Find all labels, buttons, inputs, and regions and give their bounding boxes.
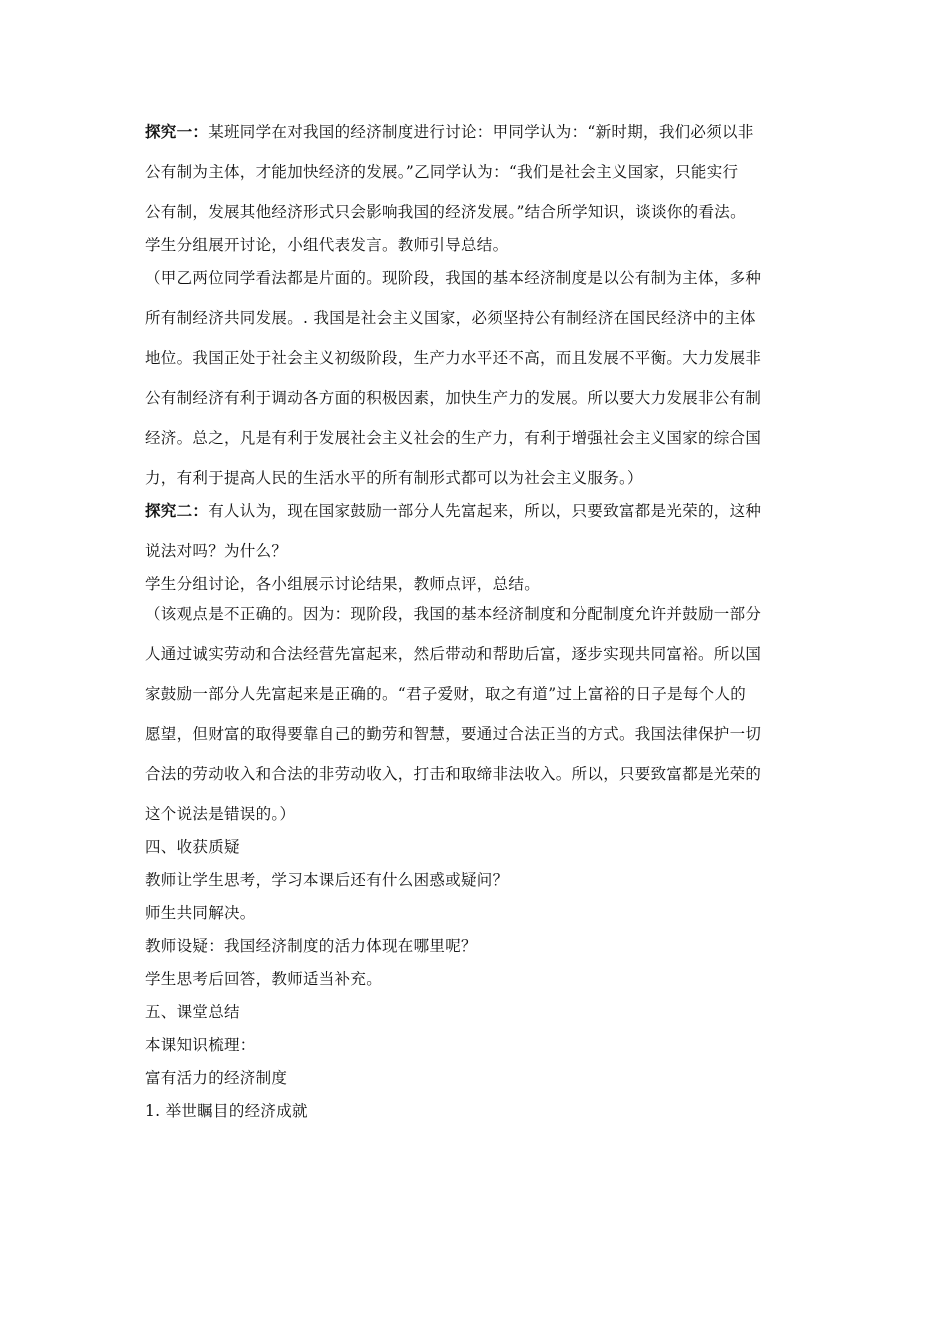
- section5-line: 本课知识梳理：: [145, 1036, 256, 1054]
- explore1-answer-line: 力，有利于提高人民的生活水平的所有制形式都可以为社会主义服务。）: [145, 469, 643, 487]
- explore2-activity: 学生分组讨论，各小组展示讨论结果，教师点评，总结。: [145, 575, 541, 593]
- document-body: [145, 122, 810, 1134]
- explore1-answer-line: 所有制经济共同发展。. 我国是社会主义国家，必须坚持公有制经济在国民经济中的主体: [145, 309, 756, 327]
- explore1-answer-line: 公有制经济有利于调动各方面的积极因素，加快生产力的发展。所以要大力发展非公有制: [145, 389, 762, 407]
- explore1-answer-line: 地位。我国正处于社会主义初级阶段，生产力水平还不高，而且发展不平衡。大力发展非: [145, 349, 762, 367]
- explore2-answer-line: （该观点是不正确的。因为：现阶段，我国的基本经济制度和分配制度允许并鼓励一部分: [145, 605, 762, 623]
- section5-line: 1. 举世瞩目的经济成就: [145, 1102, 308, 1120]
- explore2-label: 探究二：: [145, 501, 209, 520]
- explore1-text: 某班同学在对我国的经济制度进行讨论：甲同学认为：“新时期，我们必须以非: [208, 123, 754, 141]
- explore2-answer-line: 愿望，但财富的取得要靠自己的勤劳和智慧，要通过合法正当的方式。我国法律保护一切: [145, 725, 762, 743]
- section4-line: 师生共同解决。: [145, 904, 256, 922]
- explore2-answer-line: 家鼓励一部分人先富起来是正确的。“君子爱财，取之有道”过上富裕的日子是每个人的: [145, 685, 747, 703]
- explore2-answer-line: 合法的劳动收入和合法的非劳动收入，打击和取缔非法收入。所以，只要致富都是光荣的: [145, 765, 762, 783]
- section5-line: 富有活力的经济制度: [145, 1069, 288, 1087]
- explore1-activity: 学生分组展开讨论，小组代表发言。教师引导总结。: [145, 236, 509, 254]
- explore2-text: 有人认为，现在国家鼓励一部分人先富起来，所以，只要致富都是光荣的，这种: [208, 502, 762, 520]
- explore1-line-3: 公有制，发展其他经济形式只会影响我国的经济发展。”结合所学知识，谈谈你的看法。: [145, 203, 746, 221]
- explore2-answer-line: 人通过诚实劳动和合法经营先富起来，然后带动和帮助后富，逐步实现共同富裕。所以国: [145, 645, 762, 663]
- section4-line: 教师设疑：我国经济制度的活力体现在哪里呢？: [145, 937, 477, 955]
- explore1-label: 探究一：: [145, 122, 209, 141]
- section4-line: 学生思考后回答，教师适当补充。: [145, 970, 383, 988]
- section4-heading: 四、收获质疑: [145, 838, 240, 856]
- explore2-line-1: [145, 501, 810, 521]
- section4-line: 教师让学生思考，学习本课后还有什么困惑或疑问？: [145, 871, 509, 889]
- explore2-answer-line: 这个说法是错误的。）: [145, 805, 296, 823]
- explore1-line-1: [145, 122, 810, 142]
- explore1-answer-line: 经济。总之，凡是有利于发展社会主义社会的生产力，有利于增强社会主义国家的综合国: [145, 429, 762, 447]
- section5-heading: 五、课堂总结: [145, 1003, 240, 1021]
- explore2-line-2: 说法对吗？为什么？: [145, 542, 288, 560]
- explore1-line-2: 公有制为主体，才能加快经济的发展。”乙同学认为：“我们是社会主义国家，只能实行: [145, 163, 739, 181]
- explore1-answer-line: （甲乙两位同学看法都是片面的。现阶段，我国的基本经济制度是以公有制为主体，多种: [145, 269, 762, 287]
